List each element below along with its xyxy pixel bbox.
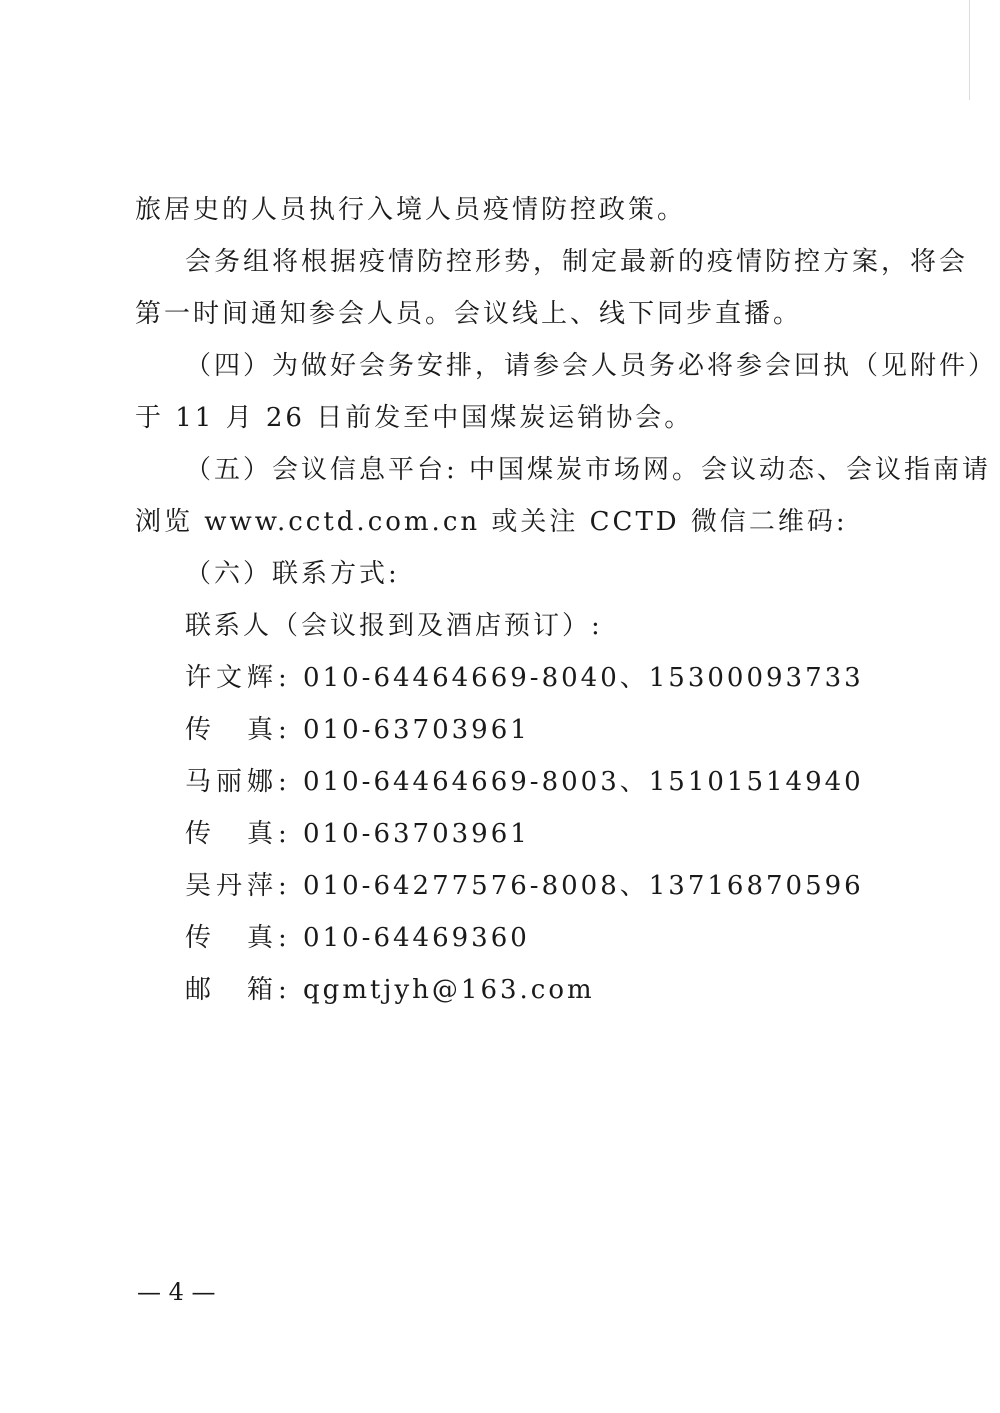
paragraph-line-2: 会务组将根据疫情防控形势，制定最新的疫情防控方案，将会: [185, 247, 969, 277]
contact-label: 许文辉:: [185, 663, 292, 693]
contact-value: 010-64277576-8008、13716870596: [303, 871, 864, 901]
contact-value: 010-63703961: [303, 819, 530, 849]
contact-value: qgmtjyh@163.com: [303, 975, 595, 1005]
paragraph-line-8: （六）联系方式:: [185, 559, 400, 589]
contact-label: 邮 箱:: [185, 975, 292, 1005]
contact-row-7: [185, 972, 595, 1008]
contact-row-6: [185, 920, 530, 956]
contact-value: 010-64469360: [303, 923, 530, 953]
contact-label: 马丽娜:: [185, 767, 292, 797]
page-number: — 4 —: [137, 1278, 216, 1306]
paragraph-line-3: 第一时间通知参会人员。会议线上、线下同步直播。: [135, 299, 803, 329]
contact-value: 010-63703961: [303, 715, 530, 745]
contact-label: 传 真:: [185, 923, 292, 953]
paragraph-line-1: 旅居史的人员执行入境人员疫情防控政策。: [135, 195, 687, 225]
contact-row-1: [185, 660, 864, 696]
page-edge-mark: [969, 0, 1000, 100]
paragraph-line-6: （五）会议信息平台: 中国煤炭市场网。会议动态、会议指南请: [185, 455, 992, 485]
contact-row-3: [185, 764, 864, 800]
paragraph-line-4: （四）为做好会务安排，请参会人员务必将参会回执（见附件）: [185, 351, 998, 381]
paragraph-line-7: 浏览 www.cctd.com.cn 或关注 CCTD 微信二维码:: [135, 507, 848, 537]
contact-value: 010-64464669-8003、15101514940: [303, 767, 864, 797]
contact-heading: 联系人（会议报到及酒店预订）:: [185, 611, 603, 641]
contact-row-5: [185, 868, 864, 904]
contact-label: 传 真:: [185, 819, 292, 849]
contact-row-2: [185, 712, 530, 748]
contact-label: 传 真:: [185, 715, 292, 745]
contact-value: 010-64464669-8040、15300093733: [303, 663, 864, 693]
contact-row-4: [185, 816, 530, 852]
contact-label: 吴丹萍:: [185, 871, 292, 901]
paragraph-line-5: 于 11 月 26 日前发至中国煤炭运销协会。: [135, 403, 694, 433]
